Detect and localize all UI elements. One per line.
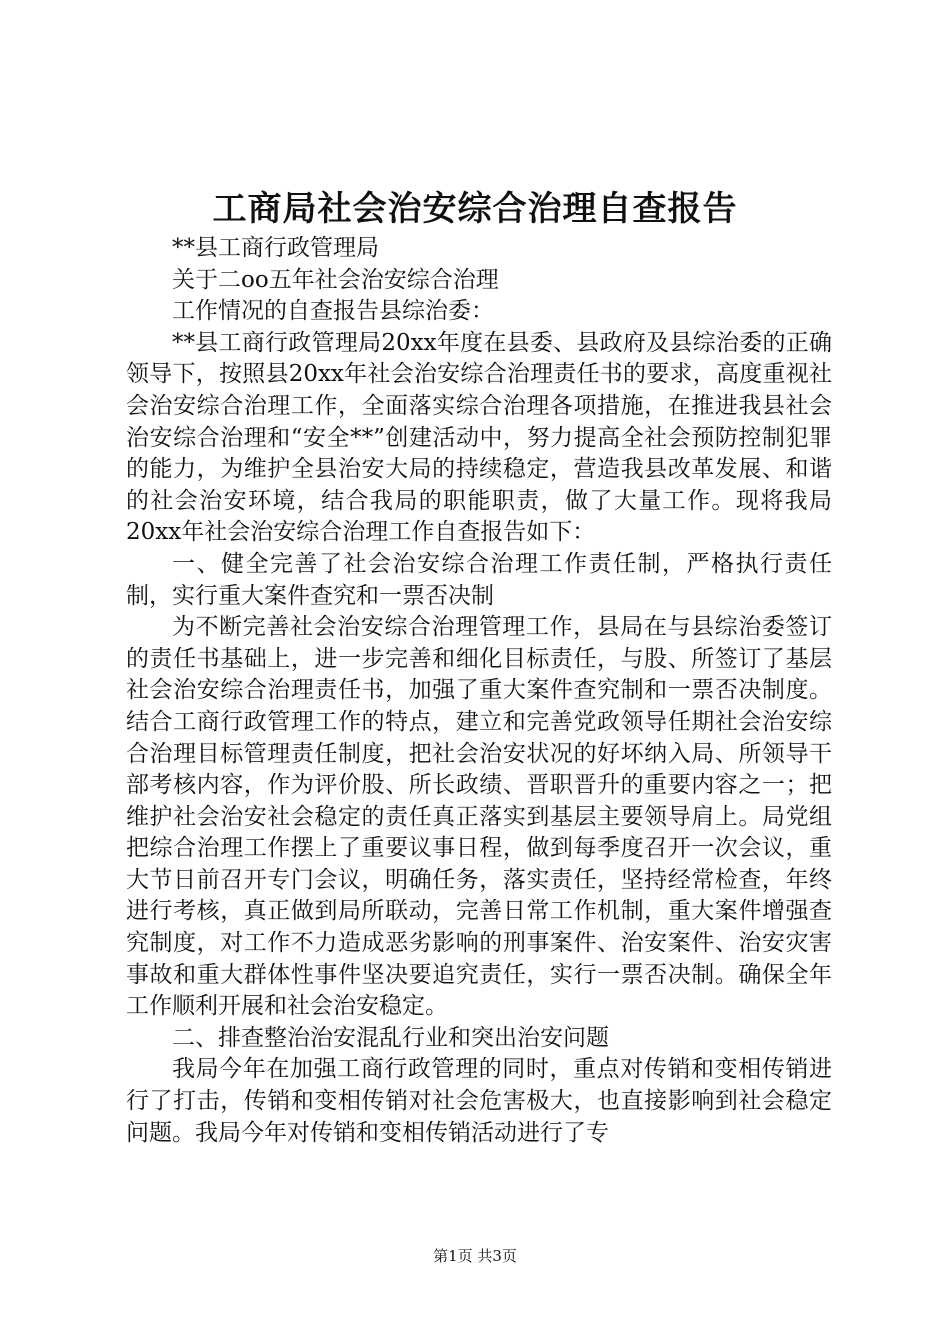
sender-line: **县工商行政管理局 (172, 235, 379, 261)
section-1-paragraph: 为不断完善社会治安综合治理管理工作，县局在与县综治委签订的责任书基础上，进一步完善和细化目标责任，与股、所签订了基层社会治安综合治理责任书，加强了重大案件查究制和一票否决制度。结合工商行政管理工作的特点，建立和完善党政领导任期社会治安综合治理目标管理责任制度，把社会治安状况的好坏纳入局、所领导干部考核内容，作为评价股、所长政绩、晋职晋升的重要内容之一；把维护社会治安社会稳定的责任真正落实到基层主要领导肩上。局党组把综合治理工作摆上了重要议事日程，做到每季度召开一次会议，重大节日前召开专门会议，明确任务，落实责任，坚持经常检查，年终进行考核，真正做到局所联动，完善日常工作机制，重大案件增强查究制度，对工作不力造成恶劣影响的刑事案件、治安案件、治安灾害事故和重大群体性事件坚决要追究责任，实行一票否决制。确保全年工作顺利开展和社会治安稳定。 (126, 614, 832, 1020)
section-2-paragraph: 我局今年在加强工商行政管理的同时，重点对传销和变相传销进行了打击，传销和变相传销对社会危害极大，也直接影响到社会稳定问题。我局今年对传销和变相传销活动进行了专 (126, 1056, 832, 1146)
subject-line-1: 关于二oo五年社会治安综合治理 (172, 266, 499, 293)
section-heading-1: 一、健全完善了社会治安综合治理工作责任制，严格执行责任制，实行重大案件查究和一票否决制 (126, 550, 832, 609)
section-heading-2: 二、排查整治治安混乱行业和突出治安问题 (172, 1024, 609, 1051)
document-body (126, 233, 832, 1149)
page-number-footer: 第1页 共3页 (433, 1247, 517, 1265)
document-title: 工商局社会治安综合治理自查报告 (212, 189, 738, 229)
subject-line-2: 工作情况的自查报告县综治委： (172, 298, 494, 325)
intro-paragraph: **县工商行政管理局20xx年度在县委、县政府及县综治委的正确领导下，按照县20xx年社会治安综合治理责任书的要求，高度重视社会治安综合治理工作，全面落实综合治理各项措施，在推进我县社会治安综合治理和“安全**”创建活动中，努力提高全社会预防控制犯罪的能力，为维护全县治安大局的持续稳定，营造我县改革发展、和谐的社会治安环境，结合我局的职能职责，做了大量工作。现将我局20xx年社会治安综合治理工作自查报告如下： (126, 329, 832, 546)
